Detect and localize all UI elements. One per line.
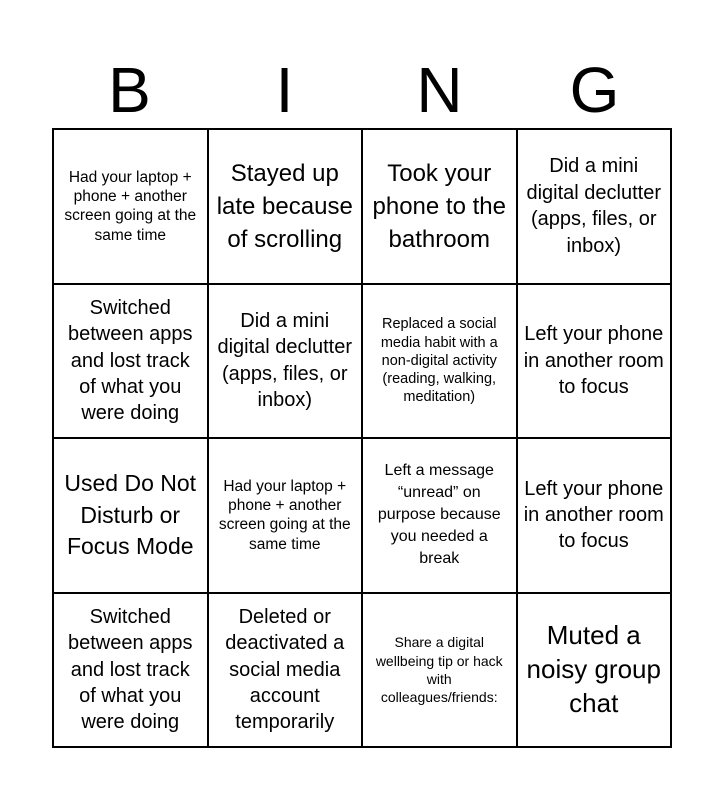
bingo-cell-text: Did a mini digital declutter (apps, files, or inbox) xyxy=(217,309,353,412)
bingo-cell-r4c3[interactable] xyxy=(362,593,517,748)
bingo-cell-r3c3[interactable] xyxy=(362,438,517,593)
bingo-cell-r3c1[interactable] xyxy=(53,438,208,593)
bingo-cell-r1c4[interactable] xyxy=(517,129,672,284)
bingo-cell-text: Muted a noisy group chat xyxy=(526,620,661,718)
bingo-cell-text: Left a message “unread” on purpose because you needed a break xyxy=(377,462,501,568)
bingo-cell-r2c1[interactable] xyxy=(53,284,208,439)
bingo-cell-r1c1[interactable] xyxy=(53,129,208,284)
bingo-cell-r2c4[interactable] xyxy=(517,284,672,439)
bingo-cell-r2c3[interactable] xyxy=(362,284,517,439)
bingo-cell-text: Did a mini digital declutter (apps, files, or inbox) xyxy=(526,155,662,257)
bingo-cell-r1c2[interactable] xyxy=(208,129,363,284)
bingo-cell-text: Stayed up late because of scrolling xyxy=(216,159,353,253)
bingo-cell-r4c4[interactable] xyxy=(517,593,672,748)
header-letter-b: B xyxy=(108,54,151,126)
bingo-cell-text: Left your phone in another room to focus xyxy=(523,477,664,553)
bingo-cell-r3c4[interactable] xyxy=(517,438,672,593)
header-letter-n: N xyxy=(416,54,463,126)
header-letter-i: I xyxy=(275,54,294,126)
bingo-cell-text: Switched between apps and lost track of what you were doing xyxy=(67,296,193,425)
header-letter-g: G xyxy=(569,54,620,126)
bingo-cell-text: Had your laptop + phone + another screen going at the same time xyxy=(218,477,351,553)
bingo-cell-text: Left your phone in another room to focus xyxy=(523,323,664,398)
bingo-cell-r1c3[interactable] xyxy=(362,129,517,284)
bingo-cell-text: Replaced a social media habit with a non-digital activity (reading, walking, meditation) xyxy=(380,316,498,405)
bingo-cell-text: Took your phone to the bathroom xyxy=(372,159,506,253)
bingo-cell-r4c1[interactable] xyxy=(53,593,208,748)
bingo-cell-r4c2[interactable] xyxy=(208,593,363,748)
bingo-cell-text: Deleted or deactivated a social media account temporarily xyxy=(225,605,345,734)
bingo-cell-r3c2[interactable] xyxy=(208,438,363,593)
bingo-cell-r2c2[interactable] xyxy=(208,284,363,439)
bingo-header xyxy=(52,52,672,128)
bingo-cell-text: Used Do Not Disturb or Focus Mode xyxy=(64,470,197,559)
bingo-cell-text: Switched between apps and lost track of what you were doing xyxy=(67,605,193,734)
bingo-board xyxy=(52,128,672,748)
bingo-cell-text: Had your laptop + phone + another screen going at the same time xyxy=(64,168,197,244)
bingo-cell-text: Share a digital wellbeing tip or hack with colleagues/friends: xyxy=(375,634,503,705)
